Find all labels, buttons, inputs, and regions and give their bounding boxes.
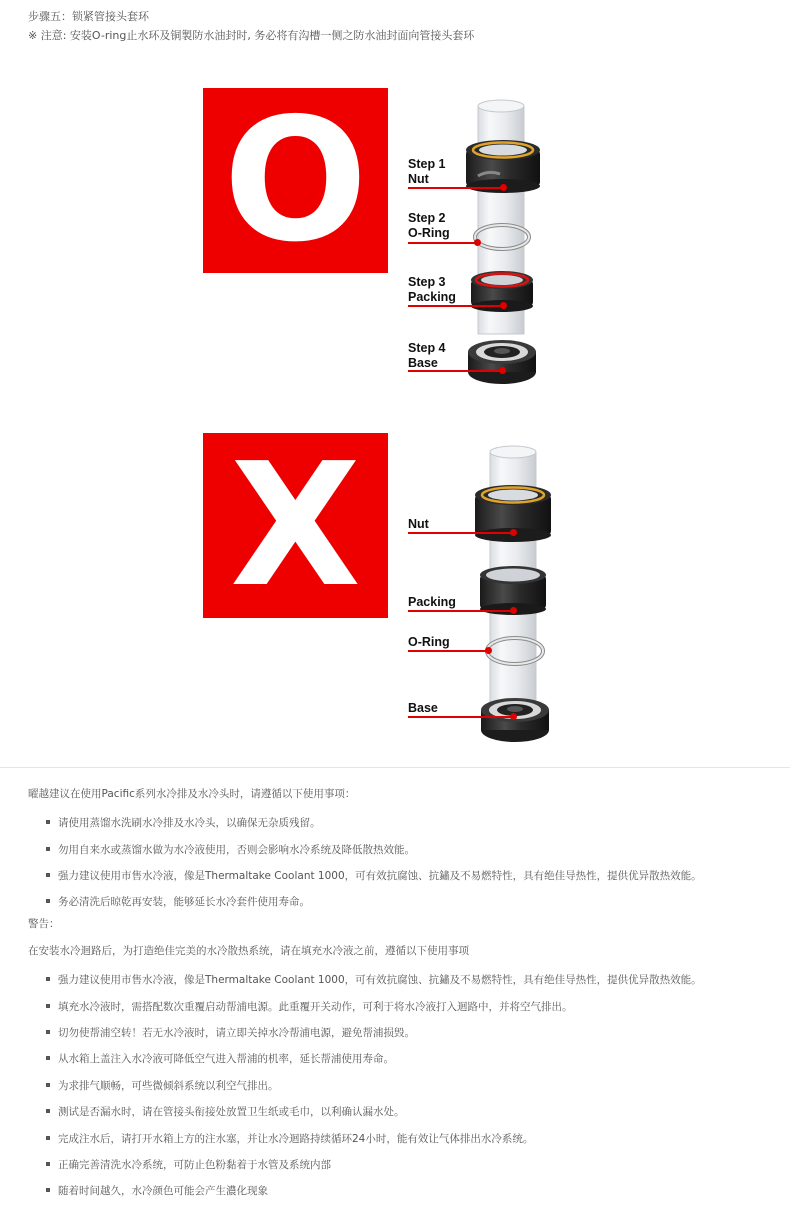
correct-base <box>468 340 536 384</box>
pointer-line <box>408 532 513 534</box>
correct-label-base <box>408 341 446 371</box>
usage-item: 请使用蒸馏水洗刷水冷排及水冷头，以确保无杂质残留。 <box>46 815 321 830</box>
label-step: Step 4 <box>408 341 446 355</box>
usage-item: 强力建议使用市售水冷液，像是Thermaltake Coolant 1000，可有效抗腐蚀、抗鏽及不易燃特性，具有绝佳导热性，提供优异散热效能。 <box>46 868 702 883</box>
usage-intro: 曜越建议在使用Pacific系列水冷排及水冷头时，请遵循以下使用事项： <box>28 788 356 800</box>
warning-item: 完成注水后，请打开水箱上方的注水塞，并让水冷迴路持续循环24小时，能有效让气体排出水冷系统。 <box>46 1131 533 1146</box>
wrong-label-base: Base <box>408 701 438 715</box>
installation-note: ※ 注意: 安装O-ring止水环及铜製防水油封时, 务必将有沟槽一侧之防水油封面向管接头套环 <box>28 29 475 42</box>
pointer-line <box>408 610 513 612</box>
warning-title: 警告： <box>28 918 60 930</box>
pointer-line <box>408 370 502 372</box>
pointer-line <box>408 242 477 244</box>
wrong-label-o-ring: O-Ring <box>408 635 450 649</box>
correct-label-o-ring <box>408 211 450 241</box>
warning-item: 测试是否漏水时，请在管接头衔接处放置卫生纸或毛巾，以利确认漏水处。 <box>46 1104 405 1119</box>
warning-item: 从水箱上盖注入水冷液可降低空气进入帮浦的机率，延长帮浦使用寿命。 <box>46 1051 394 1066</box>
usage-item: 勿用自来水或蒸馏水做为水冷液使用，否则会影响水冷系统及降低散热效能。 <box>46 842 415 857</box>
usage-item: 务必清洗后晾乾再安装，能够延长水冷套件使用寿命。 <box>46 894 310 909</box>
label-part: Packing <box>408 290 456 304</box>
warning-item: 为求排气顺畅，可些微倾斜系统以利空气排出。 <box>46 1078 279 1093</box>
label-step: Step 1 <box>408 157 446 171</box>
warning-item: 正确完善清洗水冷系统，可防止色粉黏着于水管及系统内部 <box>46 1157 331 1172</box>
pointer-line <box>408 305 503 307</box>
correct-mark: O <box>203 88 388 273</box>
wrong-label-nut: Nut <box>408 517 429 531</box>
section-divider <box>0 767 790 768</box>
pointer-dot <box>485 647 492 654</box>
warning-item: 填充水冷液时，需搭配数次重覆启动帮浦电源。此重覆开关动作，可利于将水冷液打入迴路中，并将空气排出。 <box>46 999 573 1014</box>
label-step: Step 3 <box>408 275 446 289</box>
label-step: Step 2 <box>408 211 446 225</box>
pointer-dot <box>474 239 481 246</box>
pointer-line <box>408 187 503 189</box>
pointer-dot <box>500 302 507 309</box>
label-part: Base <box>408 356 438 370</box>
wrong-mark: X <box>203 433 388 618</box>
pointer-dot <box>499 367 506 374</box>
warning-intro: 在安装水冷迴路后，为打造绝佳完美的水冷散热系统，请在填充水冷液之前，遵循以下使用事项 <box>28 945 469 957</box>
warning-item: 随着时间越久，水冷颜色可能会产生濃化现象 <box>46 1183 268 1198</box>
warning-item: 强力建议使用市售水冷液，像是Thermaltake Coolant 1000，可有效抗腐蚀、抗鏽及不易燃特性，具有绝佳导热性，提供优异散热效能。 <box>46 972 702 987</box>
wrong-label-packing: Packing <box>408 595 456 609</box>
correct-label-packing <box>408 275 456 305</box>
pointer-line <box>408 650 488 652</box>
pointer-dot <box>510 529 517 536</box>
step-title: 步骤五：锁紧管接头套环 <box>28 10 149 23</box>
pointer-dot <box>510 713 517 720</box>
pointer-line <box>408 716 513 718</box>
pointer-dot <box>500 184 507 191</box>
correct-label-nut <box>408 157 446 187</box>
label-part: Nut <box>408 172 429 186</box>
wrong-base <box>481 698 549 742</box>
warning-item: 切勿使帮浦空转！若无水冷液时，请立即关掉水冷帮浦电源，避免帮浦损毁。 <box>46 1025 415 1040</box>
pointer-dot <box>510 607 517 614</box>
label-part: O-Ring <box>408 226 450 240</box>
